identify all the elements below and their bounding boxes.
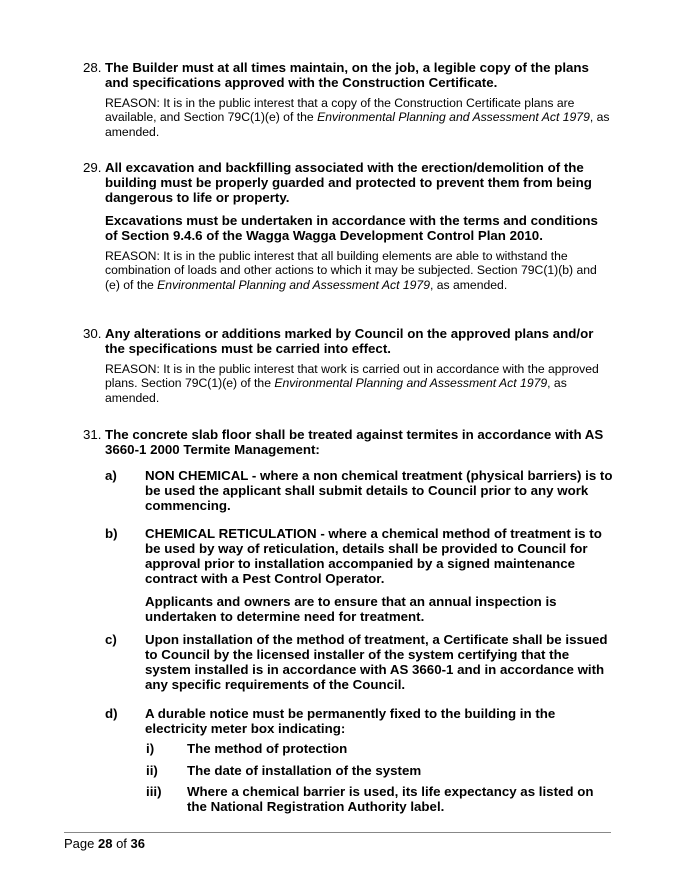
sub-item-text: The date of installation of the system [187,763,422,778]
condition-text: Any alterations or additions marked by Council on the approved plans and/or the specifications must be carried into effect. [105,326,594,356]
sub-item-text: Where a chemical barrier is used, its life expectancy as listed on the National Registration Authority label. [187,784,594,814]
list-item-text: CHEMICAL RETICULATION - where a chemical method of treatment is to be used by way of reticulation, details shall be provided to Council for approval prior to installation accompanied by a signed maintenance contract with a Pest Control Operator. [145,526,602,586]
list-item-c: c) Upon installation of the method of treatment, a Certificate shall be issued to Council by the licensed installer of the system certifying that the system installed is in accordance with AS 3660-1 and in accordance with any specific requirements of the Council. [105,632,615,692]
page-number: Page 28 of 36 [64,836,145,851]
list-item-text-2: Applicants and owners are to ensure that an annual inspection is undertaken to determine need for treatment. [145,594,557,624]
sub-item-i: i) The method of protection [146,741,616,756]
reason-text: REASON: It is in the public interest that a copy of the Construction Certificate plans are available, and Section 79C(1)(e) of the Environmental Planning and Assessment Act 1979, as amended. [105,96,610,139]
footer-divider [64,832,611,833]
condition-text: The Builder must at all times maintain, on the job, a legible copy of the plans and specifications approved with the Construction Certificate. [105,60,589,90]
reason-text: REASON: It is in the public interest that all building elements are able to withstand the combination of loads and other actions to which it may be subjected. Section 79C(1)(b) and (e) of the Environmental Planning and Assessment Act 1979, as amended. [105,249,597,292]
list-item-d: d) A durable notice must be permanently fixed to the building in the electricity meter box indicating: [105,706,615,736]
list-item-b: b) CHEMICAL RETICULATION - where a chemical method of treatment is to be used by way of reticulation, details shall be provided to Council for approval prior to installation accompanied by a signed maintenance contract with a Pest Control Operator. Applicants and owners are to ensure that an annual inspection is undertaken to determine need for treatment. [105,526,615,624]
condition-number: 31. [83,427,102,442]
condition-text: All excavation and backfilling associated with the erection/demolition of the building must be properly guarded and protected to prevent them from being dangerous to life or property. [105,160,592,205]
sub-item-text: The method of protection [187,741,348,756]
condition-text: The concrete slab floor shall be treated against termites in accordance with AS 3660-1 2000 Termite Management: [105,427,604,457]
condition-30 [83,326,613,405]
condition-31 [83,427,613,457]
list-item-a: a) NON CHEMICAL - where a non chemical treatment (physical barriers) is to be used the applicant shall submit details to Council prior to any work commencing. [105,468,615,513]
condition-number: 30. [83,326,102,341]
condition-28 [83,60,613,139]
sub-item-iii: iii) Where a chemical barrier is used, its life expectancy as listed on the National Registration Authority label. [146,784,616,814]
condition-29 [83,160,613,292]
condition-number: 28. [83,60,102,75]
list-item-text: Upon installation of the method of treatment, a Certificate shall be issued to Council by the licensed installer of the system certifying that the system installed is in accordance with AS 3660-1 and in accordance with any specific requirements of the Council. [145,632,608,692]
list-item-text: A durable notice must be permanently fixed to the building in the electricity meter box indicating: [145,706,556,736]
condition-number: 29. [83,160,102,175]
reason-text: REASON: It is in the public interest that work is carried out in accordance with the approved plans. Section 79C(1)(e) of the Environmental Planning and Assessment Act 1979, as amended. [105,362,599,405]
condition-text-2: Excavations must be undertaken in accordance with the terms and conditions of Section 9.4.6 of the Wagga Wagga Development Control Plan 2010. [105,213,598,243]
sub-item-ii: ii) The date of installation of the system [146,763,616,778]
list-item-text: NON CHEMICAL - where a non chemical treatment (physical barriers) is to be used the applicant shall submit details to Council prior to any work commencing. [145,468,613,513]
